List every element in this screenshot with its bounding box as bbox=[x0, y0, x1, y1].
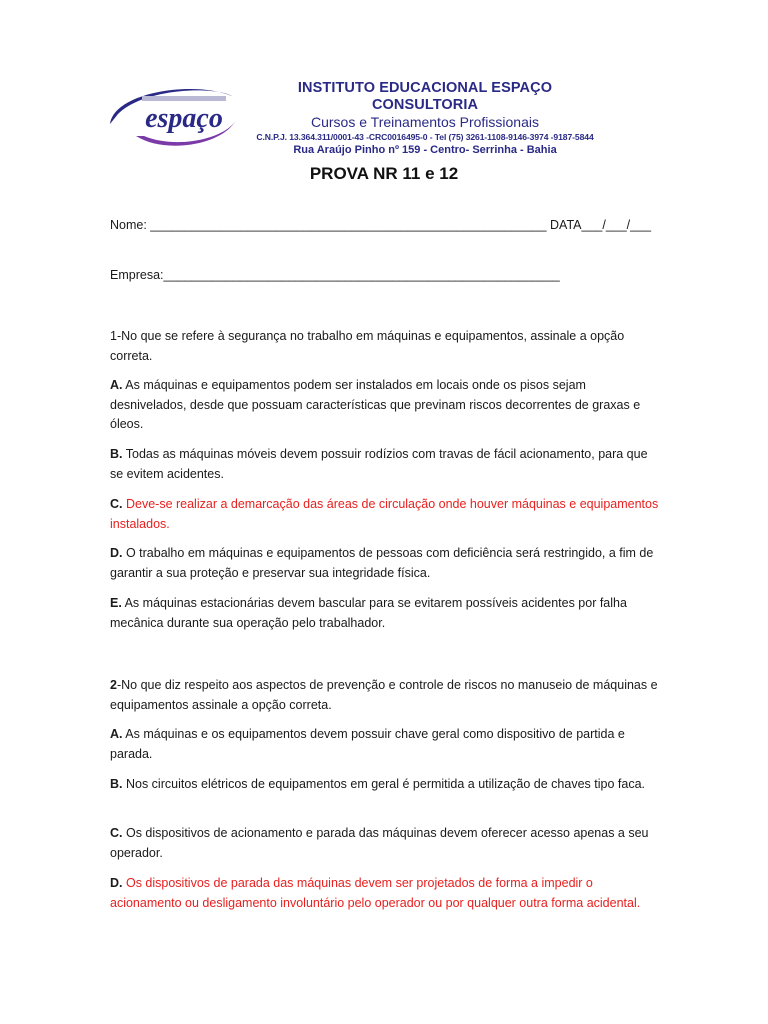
option-text: Todas as máquinas móveis devem possuir rodízios com travas de fácil acionamento, para que se evitem acidentes. bbox=[110, 447, 648, 481]
question-text: -No que diz respeito aos aspectos de prevenção e controle de riscos no manuseio de máquinas e equipamentos assinale a opção correta. bbox=[110, 678, 658, 712]
q2-option-d-correct bbox=[110, 874, 660, 913]
option-text: Os dispositivos de parada das máquinas devem ser projetados de forma a impedir o acionamento ou desligamento involuntário pelo operador ou por qualquer outra forma acidental. bbox=[110, 876, 641, 910]
option-letter: D. bbox=[110, 876, 123, 890]
option-text: Os dispositivos de acionamento e parada das máquinas devem oferecer acesso apenas a seu operador. bbox=[110, 826, 649, 860]
option-text: As máquinas estacionárias devem bascular para se evitarem possíveis acidentes por falha mecânica durante sua operação pelo trabalhador. bbox=[110, 596, 627, 630]
company-field[interactable]: Empresa:_________________________________________________________ bbox=[110, 268, 560, 282]
question-1: 1-No que se refere à segurança no trabalho em máquinas e equipamentos, assinale a opção correta. bbox=[110, 329, 625, 363]
institution-subtitle: Cursos e Treinamentos Profissionais bbox=[311, 114, 539, 130]
option-letter: A. bbox=[110, 378, 123, 392]
q2-option-a bbox=[110, 725, 660, 764]
option-text: As máquinas e os equipamentos devem possuir chave geral como dispositivo de partida e parada. bbox=[110, 727, 625, 761]
option-letter: C. bbox=[110, 826, 123, 840]
q1-option-c-correct bbox=[110, 495, 660, 534]
option-letter: B. bbox=[110, 777, 123, 791]
espaco-logo bbox=[104, 74, 244, 154]
institution-address: Rua Araújo Pinho nº 159 - Centro- Serrinha - Bahia bbox=[293, 144, 557, 156]
option-letter: A. bbox=[110, 727, 123, 741]
q1-option-e bbox=[110, 594, 660, 633]
option-text: O trabalho em máquinas e equipamentos de pessoas com deficiência será restringido, a fim de garantir a sua proteção e preservar sua integridade física. bbox=[110, 546, 654, 580]
q2-option-c bbox=[110, 824, 660, 863]
question-2 bbox=[110, 676, 660, 715]
option-text: Deve-se realizar a demarcação das áreas de circulação onde houver máquinas e equipamentos instalados. bbox=[110, 497, 659, 531]
question-number: 2 bbox=[110, 678, 117, 692]
svg-text:espaço: espaço bbox=[145, 103, 223, 134]
q1-option-d bbox=[110, 544, 660, 583]
institution-name: INSTITUTO EDUCACIONAL ESPAÇO CONSULTORIA bbox=[297, 80, 553, 113]
q1-option-b bbox=[110, 445, 660, 484]
q1-option-a bbox=[110, 376, 660, 435]
q2-option-b bbox=[110, 775, 660, 795]
institution-cnpj: C.N.P.J. 13.364.311/0001-43 -CRC0016495-0 - Tel (75) 3261-1108-9146-3974 -9187-5844 bbox=[256, 132, 594, 142]
name-date-field[interactable]: Nome: _________________________________________________________ DATA___/___/___ bbox=[110, 218, 652, 232]
institution-header bbox=[245, 80, 605, 157]
option-letter: C. bbox=[110, 497, 123, 511]
option-letter: E. bbox=[110, 596, 122, 610]
option-text: Nos circuitos elétricos de equipamentos em geral é permitida a utilização de chaves tipo faca. bbox=[122, 777, 645, 791]
option-text: As máquinas e equipamentos podem ser instalados em locais onde os pisos sejam desnivelados, desde que possuam características que previnam riscos decorrentes de graxas e óleos. bbox=[110, 378, 641, 431]
option-letter: B. bbox=[110, 447, 123, 461]
option-letter: D. bbox=[110, 546, 123, 560]
exam-title: PROVA NR 11 e 12 bbox=[309, 164, 459, 183]
